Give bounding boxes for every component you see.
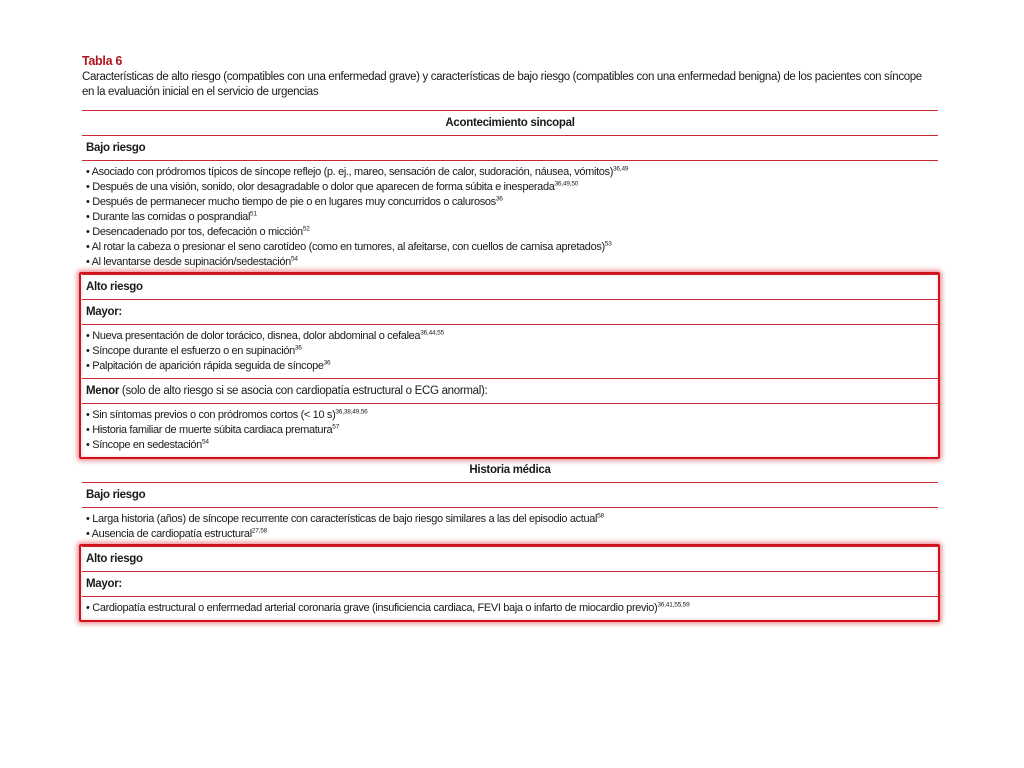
list-item-text: Sin síntomas previos o con pródromos cortos (< 10 s) <box>92 409 336 421</box>
list-item-text: Desencadenado por tos, defecación o micción <box>92 226 303 238</box>
list-item-text: Cardiopatía estructural o enfermedad arterial coronaria grave (insuficiencia cardiaca, FEVI baja o infarto de miocardio previo) <box>92 602 658 614</box>
list-item-text: Síncope en sedestación <box>92 439 202 451</box>
list-item <box>86 225 934 240</box>
minor-heading <box>82 379 938 403</box>
list-item-text: Después de permanecer mucho tiempo de pie o en lugares muy concurridos o calurosos <box>92 196 496 208</box>
list-item <box>86 512 934 527</box>
reference-superscript: 51 <box>250 210 257 218</box>
reference-superscript: 36,38,49,56 <box>335 408 368 416</box>
list-item <box>86 329 934 344</box>
list-item-text: Larga historia (años) de síncope recurrente con características de bajo riesgo similares a las del episodio actual <box>92 513 598 525</box>
minor-note: (solo de alto riesgo si se asocia con cardiopatía estructural o ECG anormal): <box>119 385 488 397</box>
list-item-text: Asociado con pródromos típicos de síncope reflejo (p. ej., mareo, sensación de calor, sudoración, náusea, vómitos) <box>91 166 614 178</box>
list-item-text: Al levantarse desde supinación/sedestación <box>91 256 291 268</box>
caption-line-2: en la evaluación inicial en el servicio de urgencias <box>82 86 319 98</box>
list-item-text: Síncope durante el esfuerzo o en supinación <box>92 345 295 357</box>
low-risk-heading: Bajo riesgo <box>86 142 146 154</box>
reference-superscript: 53 <box>604 240 612 248</box>
reference-superscript: 36 <box>323 359 331 367</box>
list-item-text: Historia familiar de muerte súbita cardiaca prematura <box>92 424 333 436</box>
list-item-text: Ausencia de cardiopatía estructural <box>91 528 252 540</box>
list-item-text: Nueva presentación de dolor torácico, disnea, dolor abdominal o cefalea <box>92 330 421 342</box>
minor-title: Menor <box>86 385 120 397</box>
reference-superscript: 36,49,50 <box>554 180 579 188</box>
high-risk-heading: Alto riesgo <box>86 553 143 565</box>
list-item <box>86 408 934 423</box>
reference-superscript: 58 <box>597 512 604 520</box>
table-label: Tabla 6 <box>82 54 123 68</box>
list-item <box>86 240 934 255</box>
low-risk-list <box>82 508 938 546</box>
list-item <box>86 601 934 616</box>
list-item <box>86 344 934 359</box>
reference-superscript: 54 <box>201 438 209 446</box>
list-item <box>86 438 934 453</box>
major-list <box>82 597 938 620</box>
reference-superscript: 36 <box>495 195 503 203</box>
list-item <box>86 165 934 180</box>
high-risk-heading: Alto riesgo <box>86 281 143 293</box>
list-item-text: Después de una visión, sonido, olor desagradable o dolor que aparecen de forma súbita e inesperada <box>92 181 555 193</box>
section-title-medical-history: Historia médica <box>469 464 551 476</box>
minor-list <box>82 404 938 457</box>
list-item-text: Durante las comidas o posprandial <box>92 211 251 223</box>
major-heading: Mayor: <box>86 306 122 318</box>
reference-superscript: 54 <box>290 255 298 263</box>
section-title-syncope-event: Acontecimiento sincopal <box>445 117 575 129</box>
major-list <box>82 325 938 378</box>
list-item <box>86 255 934 270</box>
low-risk-heading: Bajo riesgo <box>86 489 146 501</box>
list-item-text: Al rotar la cabeza o presionar el seno carotídeo (como en tumores, al afeitarse, con cuellos de camisa apretados) <box>91 241 605 253</box>
table-caption <box>82 70 938 100</box>
list-item <box>86 210 934 225</box>
low-risk-list <box>82 161 938 274</box>
reference-superscript: 36,41,55,59 <box>657 601 690 609</box>
list-item <box>86 423 934 438</box>
list-item <box>86 527 934 542</box>
list-item <box>86 359 934 374</box>
reference-superscript: 36 <box>294 344 302 352</box>
caption-line-1: Características de alto riesgo (compatibles con una enfermedad grave) y características de bajo riesgo (compatibles con una enfermedad benigna) de los pacientes con síncope <box>82 71 922 83</box>
reference-superscript: 57 <box>332 423 340 431</box>
reference-superscript: 36,49 <box>613 165 629 173</box>
list-item-text: Palpitación de aparición rápida seguida de síncope <box>92 360 324 372</box>
reference-superscript: 52 <box>302 225 310 233</box>
major-heading: Mayor: <box>86 578 122 590</box>
table-container <box>82 53 938 620</box>
reference-superscript: 36,44,55 <box>420 329 444 337</box>
list-item <box>86 195 934 210</box>
reference-superscript: 27,58 <box>251 527 268 535</box>
list-item <box>86 180 934 195</box>
